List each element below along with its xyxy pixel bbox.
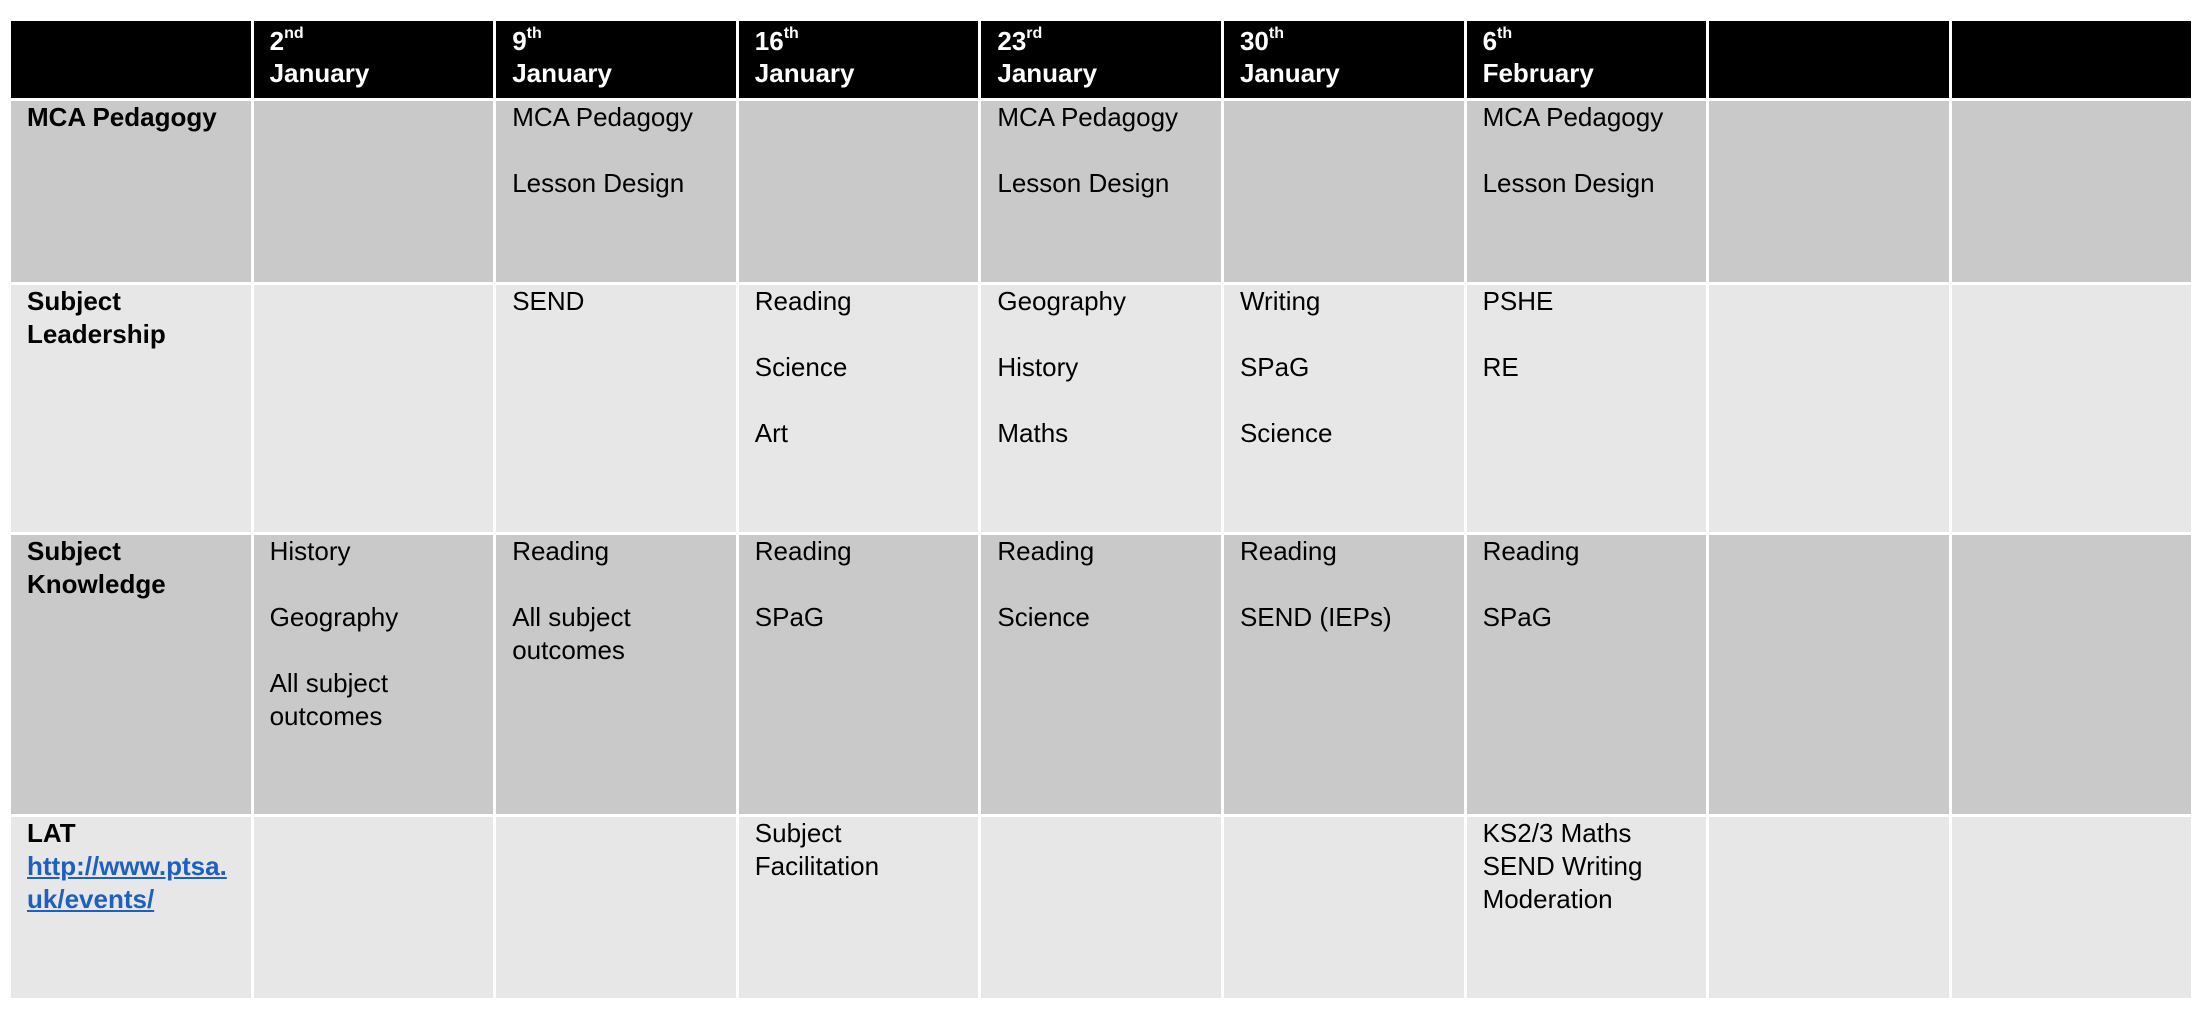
row-mca-pedagogy (10, 100, 2193, 284)
header-row (10, 20, 2193, 100)
table-cell (1708, 284, 1951, 534)
header-month: February (1482, 58, 1594, 88)
table-cell (980, 284, 1223, 534)
row-label: MCA Pedagogy (10, 100, 253, 284)
table-cell (495, 816, 738, 1000)
table-cell (737, 284, 980, 534)
header-day-suffix: rd (1026, 25, 1043, 42)
table-cell (1222, 284, 1465, 534)
header-month: January (512, 58, 612, 88)
header-day: 2 (269, 26, 285, 56)
table-cell (252, 816, 495, 1000)
cell-entry: Science (754, 352, 848, 382)
cell-entry: Subject Facilitation (754, 818, 880, 881)
cell-entry: SPaG (1239, 352, 1310, 382)
cell-entry: MCA Pedagogy (512, 102, 693, 132)
table-cell (1465, 816, 1708, 1000)
cell-entry: Science (1239, 418, 1333, 448)
table-cell (252, 284, 495, 534)
table-cell (1708, 100, 1951, 284)
table-cell (980, 100, 1223, 284)
cell-entry: History (997, 352, 1079, 382)
table-cell (1222, 100, 1465, 284)
table-cell (1465, 534, 1708, 816)
table-cell (252, 100, 495, 284)
table-cell (1950, 816, 2193, 1000)
cell-entry: SEND Writing (1482, 851, 1643, 881)
table-cell (980, 816, 1223, 1000)
cell-entry: Art (754, 418, 789, 448)
table-cell (1708, 816, 1951, 1000)
cell-entry: Lesson Design (512, 168, 685, 198)
header-month: January (1239, 58, 1340, 88)
cell-entry: KS2/3 Maths (1482, 818, 1632, 848)
header-day-suffix: th (1268, 25, 1284, 42)
header-day: 6 (1482, 26, 1498, 56)
cell-entry: Lesson Design (997, 168, 1170, 198)
cell-entry: SEND (IEPs) (1239, 602, 1392, 632)
cell-entry: Lesson Design (1482, 168, 1655, 198)
table-cell (737, 534, 980, 816)
row-lat (10, 816, 2193, 1000)
cell-entry: All subject outcomes (269, 668, 389, 731)
row-subject-leadership (10, 284, 2193, 534)
header-cell-2-january (252, 20, 495, 100)
table-cell (495, 534, 738, 816)
row-label: Subject Knowledge (10, 534, 253, 816)
header-cell-6-february (1465, 20, 1708, 100)
row-label-lat (10, 816, 253, 1000)
table-cell (1950, 284, 2193, 534)
cell-entry: Moderation (1482, 884, 1613, 914)
cell-entry: MCA Pedagogy (997, 102, 1179, 132)
cell-entry: SPaG (754, 602, 825, 632)
table-cell (1950, 100, 2193, 284)
schedule-body (10, 100, 2193, 1000)
timetable-slide (8, 18, 2192, 1001)
schedule-table (8, 18, 2194, 1001)
table-cell (1222, 534, 1465, 816)
cell-entry: RE (1482, 352, 1519, 382)
header-day: 16 (754, 26, 784, 56)
header-cell-blank-1 (1708, 20, 1951, 100)
cell-entry: MCA Pedagogy (1482, 102, 1664, 132)
cell-entry: All subject outcomes (512, 602, 631, 665)
header-month: January (269, 58, 370, 88)
cell-entry: Geography (997, 286, 1127, 316)
cell-entry: SEND (512, 286, 585, 316)
table-cell (1465, 100, 1708, 284)
cell-entry: Reading (754, 536, 852, 566)
cell-entry: Science (997, 602, 1090, 632)
header-day-suffix: th (1497, 25, 1513, 42)
header-day: 30 (1239, 26, 1269, 56)
table-cell (252, 534, 495, 816)
table-cell (1222, 816, 1465, 1000)
header-cell-30-january (1222, 20, 1465, 100)
cell-entry: PSHE (1482, 286, 1554, 316)
cell-entry: Reading (754, 286, 852, 316)
header-month: January (997, 58, 1098, 88)
cell-entry: Reading (1239, 536, 1337, 566)
header-day: 9 (512, 26, 527, 56)
cell-entry: History (269, 536, 351, 566)
table-cell (980, 534, 1223, 816)
row-label: LAT (27, 818, 76, 848)
header-cell-blank-2 (1950, 20, 2193, 100)
row-subject-knowledge (10, 534, 2193, 816)
cell-entry: Reading (997, 536, 1095, 566)
table-cell (1465, 284, 1708, 534)
cell-entry: SPaG (1482, 602, 1552, 632)
cell-entry: Geography (269, 602, 399, 632)
cell-entry: Reading (512, 536, 610, 566)
table-cell (1708, 534, 1951, 816)
header-cell-23-january (980, 20, 1223, 100)
ptsa-events-link[interactable]: http://www.ptsa.uk/events/ (27, 851, 227, 914)
row-label: Subject Leadership (10, 284, 253, 534)
table-cell (1950, 534, 2193, 816)
table-cell (495, 100, 738, 284)
table-cell (737, 816, 980, 1000)
cell-entry: Reading (1482, 536, 1580, 566)
header-cell-16-january (737, 20, 980, 100)
table-cell (495, 284, 738, 534)
header-day-suffix: nd (284, 25, 304, 42)
cell-entry: Writing (1239, 286, 1321, 316)
header-day-suffix: th (783, 25, 799, 42)
header-cell-9-january (495, 20, 738, 100)
header-day: 23 (997, 26, 1027, 56)
cell-entry: Maths (997, 418, 1069, 448)
header-cell-empty (10, 20, 253, 100)
header-month: January (754, 58, 855, 88)
header-day-suffix: th (526, 25, 542, 42)
table-cell (737, 100, 980, 284)
